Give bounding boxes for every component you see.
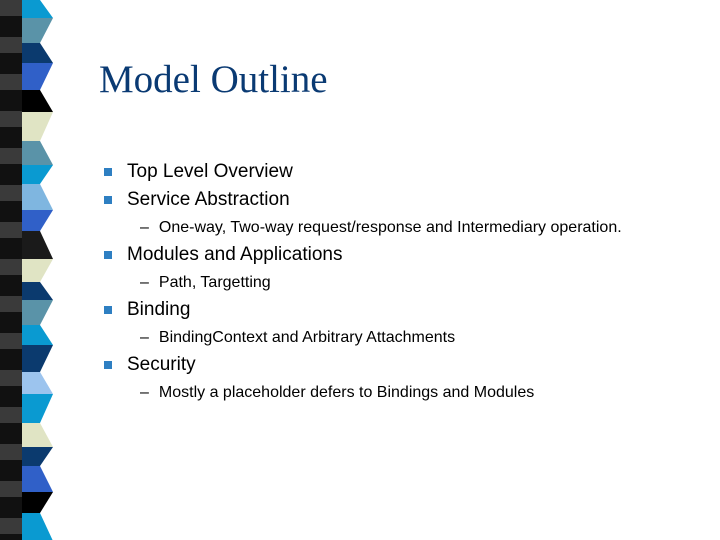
bullet-text: Modules and Applications	[127, 244, 343, 265]
slide-title: Model Outline	[99, 58, 328, 101]
sub-bullet-item	[140, 328, 455, 348]
sub-bullet-text: BindingContext and Arbitrary Attachments	[158, 329, 456, 346]
bullet-item	[104, 161, 293, 183]
sub-bullet-item	[140, 383, 534, 403]
bullet-text: Top Level Overview	[127, 161, 293, 182]
square-bullet-icon	[104, 168, 112, 176]
bullet-item	[104, 189, 290, 211]
dash-bullet-icon: –	[140, 384, 149, 401]
bullet-item	[104, 244, 342, 266]
square-bullet-icon	[104, 196, 112, 204]
sub-bullet-item	[140, 218, 622, 238]
bullet-item	[104, 354, 196, 376]
decorative-stripe-border	[0, 0, 90, 540]
dash-bullet-icon: –	[140, 329, 149, 346]
sub-bullet-item	[140, 273, 271, 293]
sub-bullet-text: One-way, Two-way request/response and Intermediary operation.	[158, 219, 622, 236]
dash-bullet-icon: –	[140, 219, 149, 236]
bullet-text: Security	[127, 354, 196, 375]
square-bullet-icon	[104, 361, 112, 369]
bullet-item	[104, 299, 190, 321]
dash-bullet-icon: –	[140, 274, 149, 291]
sub-bullet-text: Path, Targetting	[158, 274, 271, 291]
bullet-text: Binding	[127, 299, 191, 320]
sub-bullet-text: Mostly a placeholder defers to Bindings and Modules	[158, 384, 535, 401]
bullet-text: Service Abstraction	[127, 189, 290, 210]
square-bullet-icon	[104, 251, 112, 259]
square-bullet-icon	[104, 306, 112, 314]
